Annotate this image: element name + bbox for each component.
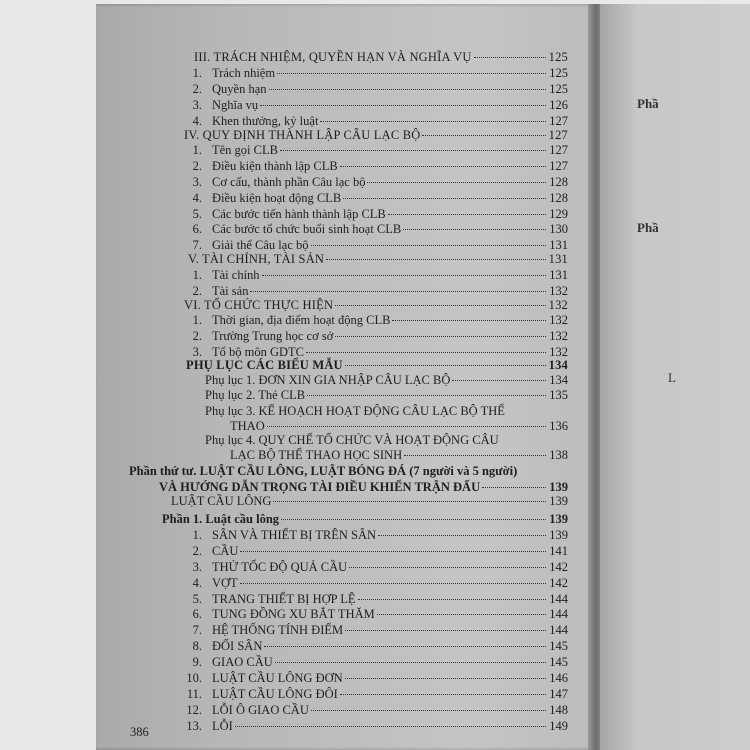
facing-page-fragment: Phầ <box>637 220 659 235</box>
toc-entry: 4. VỢT 142 <box>192 576 568 590</box>
toc-entry: 10. LUẬT CẦU LÔNG ĐƠN 146 <box>186 671 568 685</box>
toc-entry-continued: THAO 136 <box>230 419 568 433</box>
toc-entry: 9. GIAO CẦU 145 <box>192 655 568 669</box>
toc-entry: 11. LUẬT CẦU LÔNG ĐÔI 147 <box>186 687 568 701</box>
toc-entry: Phụ lục 4. QUY CHẾ TỔ CHỨC VÀ HOẠT ĐỘNG CÂU <box>205 433 499 447</box>
toc-entry: Phụ lục 2. Thẻ CLB 135 <box>205 388 568 402</box>
toc-entry-continued: LẠC BỘ THỂ THAO HỌC SINH 138 <box>230 448 568 462</box>
toc-entry: 2. Quyền hạn 125 <box>192 82 568 96</box>
toc-entry: 2. Tài sản 132 <box>192 284 568 298</box>
toc-part-heading-continued: VÀ HƯỚNG DẪN TRỌNG TÀI ĐIỀU KHIỂN TRẬN ĐẤU 139 <box>159 480 568 494</box>
toc-entry: 3. Nghĩa vụ 126 <box>192 98 568 112</box>
toc-entry: 5. TRANG THIẾT BỊ HỢP LỆ 144 <box>192 592 568 606</box>
toc-entry: 3. Tổ bộ môn GDTC 132 <box>192 345 568 359</box>
toc-section-heading: III. TRÁCH NHIỆM, QUYỀN HẠN VÀ NGHĨA VỤ 125 <box>194 50 568 64</box>
toc-section-heading: IV. QUY ĐỊNH THÀNH LẬP CÂU LẠC BỘ 127 <box>184 128 568 142</box>
toc-appendix-heading: PHỤ LỤC CÁC BIỂU MẪU 134 <box>186 358 568 372</box>
toc-entry: 6. Các bước tổ chức buổi sinh hoạt CLB 130 <box>192 222 568 236</box>
toc-entry: 6. TUNG ĐỒNG XU BẮT THĂM 144 <box>192 607 568 621</box>
page-number: 386 <box>130 725 149 739</box>
toc-entry: 3. Cơ cấu, thành phần Câu lạc bộ 128 <box>192 175 568 189</box>
toc-section-heading: V. TÀI CHÍNH, TÀI SẢN 131 <box>188 252 568 266</box>
toc-entry: LUẬT CẦU LÔNG 139 <box>171 494 568 508</box>
toc-section-heading: VI. TỔ CHỨC THỰC HIỆN 132 <box>184 298 568 312</box>
toc-entry: 1. Tài chính 131 <box>192 268 568 282</box>
toc-entry: 1. SÂN VÀ THIẾT BỊ TRÊN SÂN 139 <box>192 528 568 542</box>
toc-entry: 13. LỖI 149 <box>186 719 568 733</box>
facing-page-fragment: Phầ <box>637 96 659 111</box>
toc-chapter-heading: Phần 1. Luật cầu lông 139 <box>162 512 568 526</box>
toc-part-heading: Phần thứ tư. LUẬT CẦU LÔNG, LUẬT BÓNG ĐÁ (7 người và 5 người) <box>129 464 518 478</box>
toc-entry: Phụ lục 1. ĐƠN XIN GIA NHẬP CÂU LẠC BỘ 134 <box>205 373 568 387</box>
toc-entry: 7. HỆ THỐNG TÍNH ĐIỂM 144 <box>192 623 568 637</box>
toc-entry: 1. Thời gian, địa điểm hoạt động CLB 132 <box>192 313 568 327</box>
toc-entry: 2. CẦU 141 <box>192 544 568 558</box>
toc-entry: 7. Giải thể Câu lạc bộ 131 <box>192 238 568 252</box>
toc-entry: 1. Tên gọi CLB 127 <box>192 143 568 157</box>
toc-entry: 1. Trách nhiệm 125 <box>192 66 568 80</box>
toc-entry: 3. THỬ TỐC ĐỘ QUẢ CẦU 142 <box>192 560 568 574</box>
facing-page-fragment: L <box>668 370 676 385</box>
toc-entry: 8. ĐỔI SÂN 145 <box>192 639 568 653</box>
toc-entry: 2. Điều kiện thành lập CLB 127 <box>192 159 568 173</box>
toc-entry: 4. Khen thưởng, kỷ luật 127 <box>192 114 568 128</box>
toc-entry: 5. Các bước tiến hành thành lập CLB 129 <box>192 207 568 221</box>
toc-entry: 12. LỖI Ô GIAO CẦU 148 <box>186 703 568 717</box>
toc-entry: 2. Trường Trung học cơ sở 132 <box>192 329 568 343</box>
toc-entry: 4. Điều kiện hoạt động CLB 128 <box>192 191 568 205</box>
toc-entry: Phụ lục 3. KẾ HOẠCH HOẠT ĐỘNG CÂU LẠC BỘ THỂ <box>205 404 505 418</box>
